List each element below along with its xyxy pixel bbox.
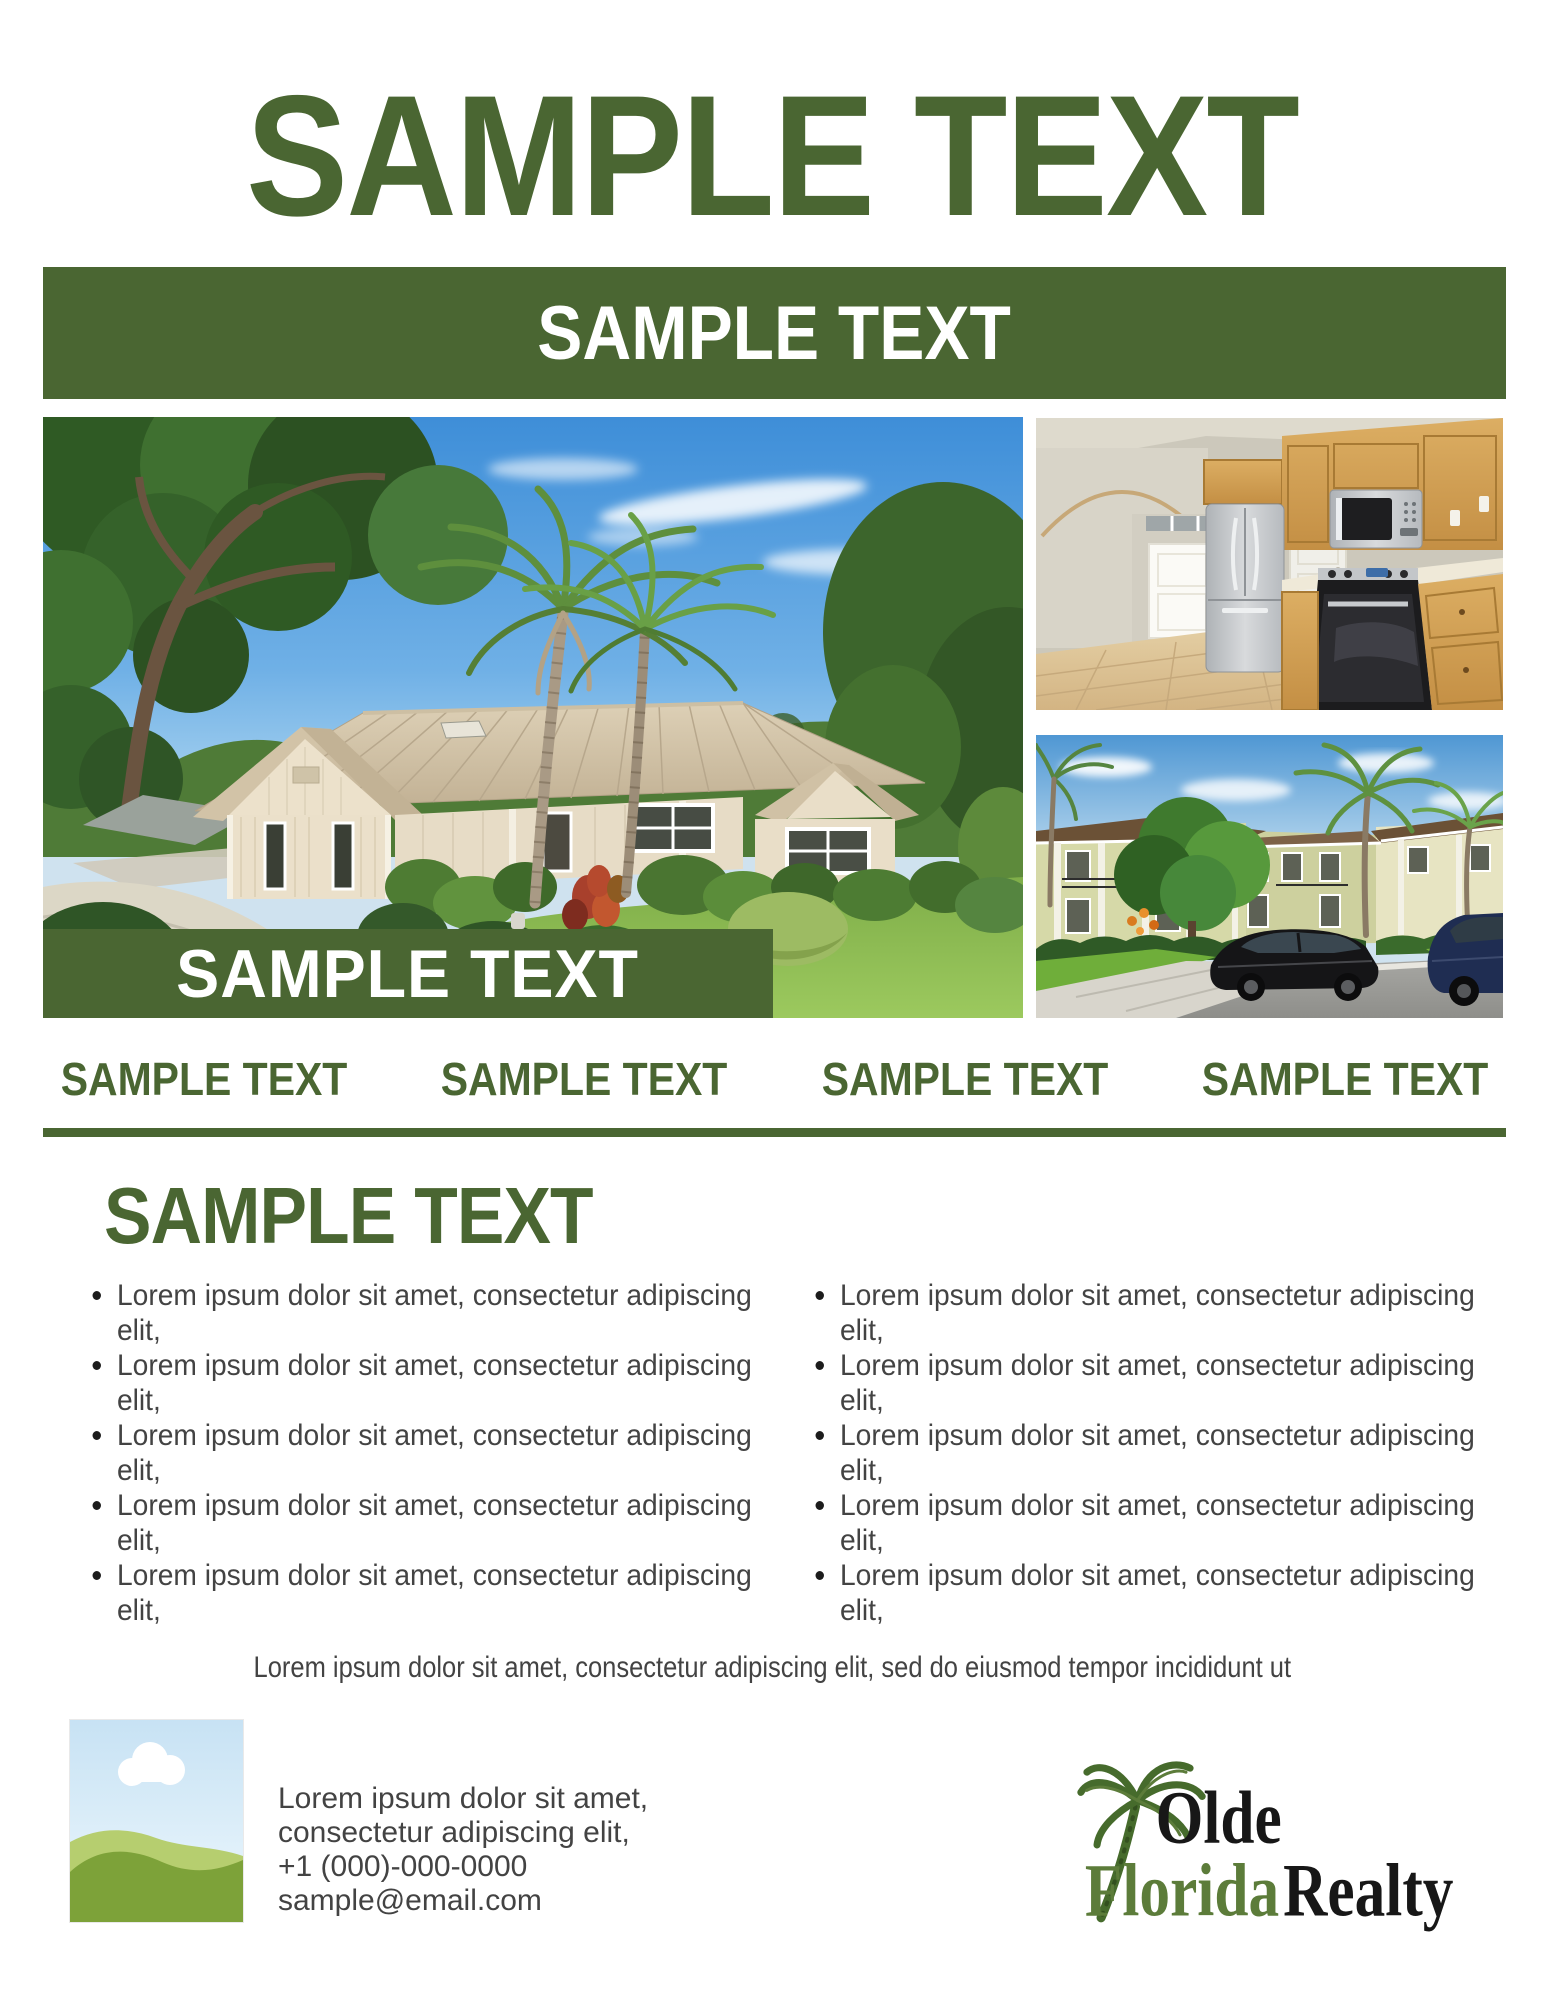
contact-line-2: consectetur adipiscing elit,	[278, 1816, 630, 1849]
list-item: Lorem ipsum dolor sit amet, consectetur adipiscing elit,	[808, 1278, 1504, 1348]
feature-label-2: SAMPLE TEXT	[441, 1053, 728, 1105]
divider-line	[43, 1128, 1506, 1137]
footer-placeholder-image	[69, 1719, 244, 1923]
photo-caption-text: SAMPLE TEXT	[176, 935, 640, 1012]
bullet-list-right	[808, 1278, 1504, 1628]
closing-line-text: Lorem ipsum dolor sit amet, consectetur adipiscing elit, sed do eiusmod tempor incididunt ut	[253, 1651, 1292, 1684]
townhouse-illustration	[1036, 735, 1503, 1018]
bullet-list-left	[85, 1278, 781, 1628]
page-title	[0, 60, 1545, 252]
list-item: Lorem ipsum dolor sit amet, consectetur adipiscing elit,	[85, 1418, 781, 1488]
kitchen-photo	[1036, 418, 1503, 710]
logo-word-olde: Olde	[1155, 1776, 1282, 1860]
feature-label-3: SAMPLE TEXT	[821, 1053, 1108, 1105]
townhouse-photo	[1036, 735, 1503, 1018]
section-heading-text: SAMPLE TEXT	[104, 1171, 593, 1260]
page-title-text: SAMPLE TEXT	[246, 60, 1299, 252]
contact-block	[278, 1782, 648, 1918]
contact-line-4: sample@email.com	[278, 1884, 542, 1917]
list-item: Lorem ipsum dolor sit amet, consectetur adipiscing elit,	[808, 1348, 1504, 1418]
banner	[43, 267, 1506, 399]
list-item: Lorem ipsum dolor sit amet, consectetur adipiscing elit,	[85, 1348, 781, 1418]
kitchen-illustration	[1036, 418, 1503, 710]
list-item: Lorem ipsum dolor sit amet, consectetur adipiscing elit,	[808, 1418, 1504, 1488]
list-item: Lorem ipsum dolor sit amet, consectetur adipiscing elit,	[808, 1558, 1504, 1628]
feature-label-1: SAMPLE TEXT	[60, 1053, 348, 1105]
company-logo	[1076, 1758, 1476, 1940]
feature-label-4: SAMPLE TEXT	[1201, 1053, 1489, 1105]
olde-florida-realty-logo	[1076, 1758, 1476, 1940]
banner-text: SAMPLE TEXT	[537, 290, 1012, 376]
contact-line-3: +1 (000)-000-0000	[278, 1850, 528, 1883]
contact-line-1: Lorem ipsum dolor sit amet,	[278, 1782, 649, 1815]
feature-row	[43, 1053, 1506, 1105]
house-exterior-illustration	[43, 417, 1023, 1018]
list-item: Lorem ipsum dolor sit amet, consectetur adipiscing elit,	[85, 1278, 781, 1348]
logo-word-realty: Realty	[1283, 1849, 1454, 1933]
closing-line	[0, 1650, 1545, 1685]
section-heading	[104, 1171, 653, 1260]
list-item: Lorem ipsum dolor sit amet, consectetur adipiscing elit,	[85, 1488, 781, 1558]
list-item: Lorem ipsum dolor sit amet, consectetur adipiscing elit,	[85, 1558, 781, 1628]
logo-word-florida: Florida	[1084, 1849, 1280, 1933]
photo-caption-bar	[43, 929, 773, 1018]
list-item: Lorem ipsum dolor sit amet, consectetur adipiscing elit,	[808, 1488, 1504, 1558]
landscape-placeholder-icon	[70, 1720, 243, 1922]
main-house-photo	[43, 417, 1023, 1018]
